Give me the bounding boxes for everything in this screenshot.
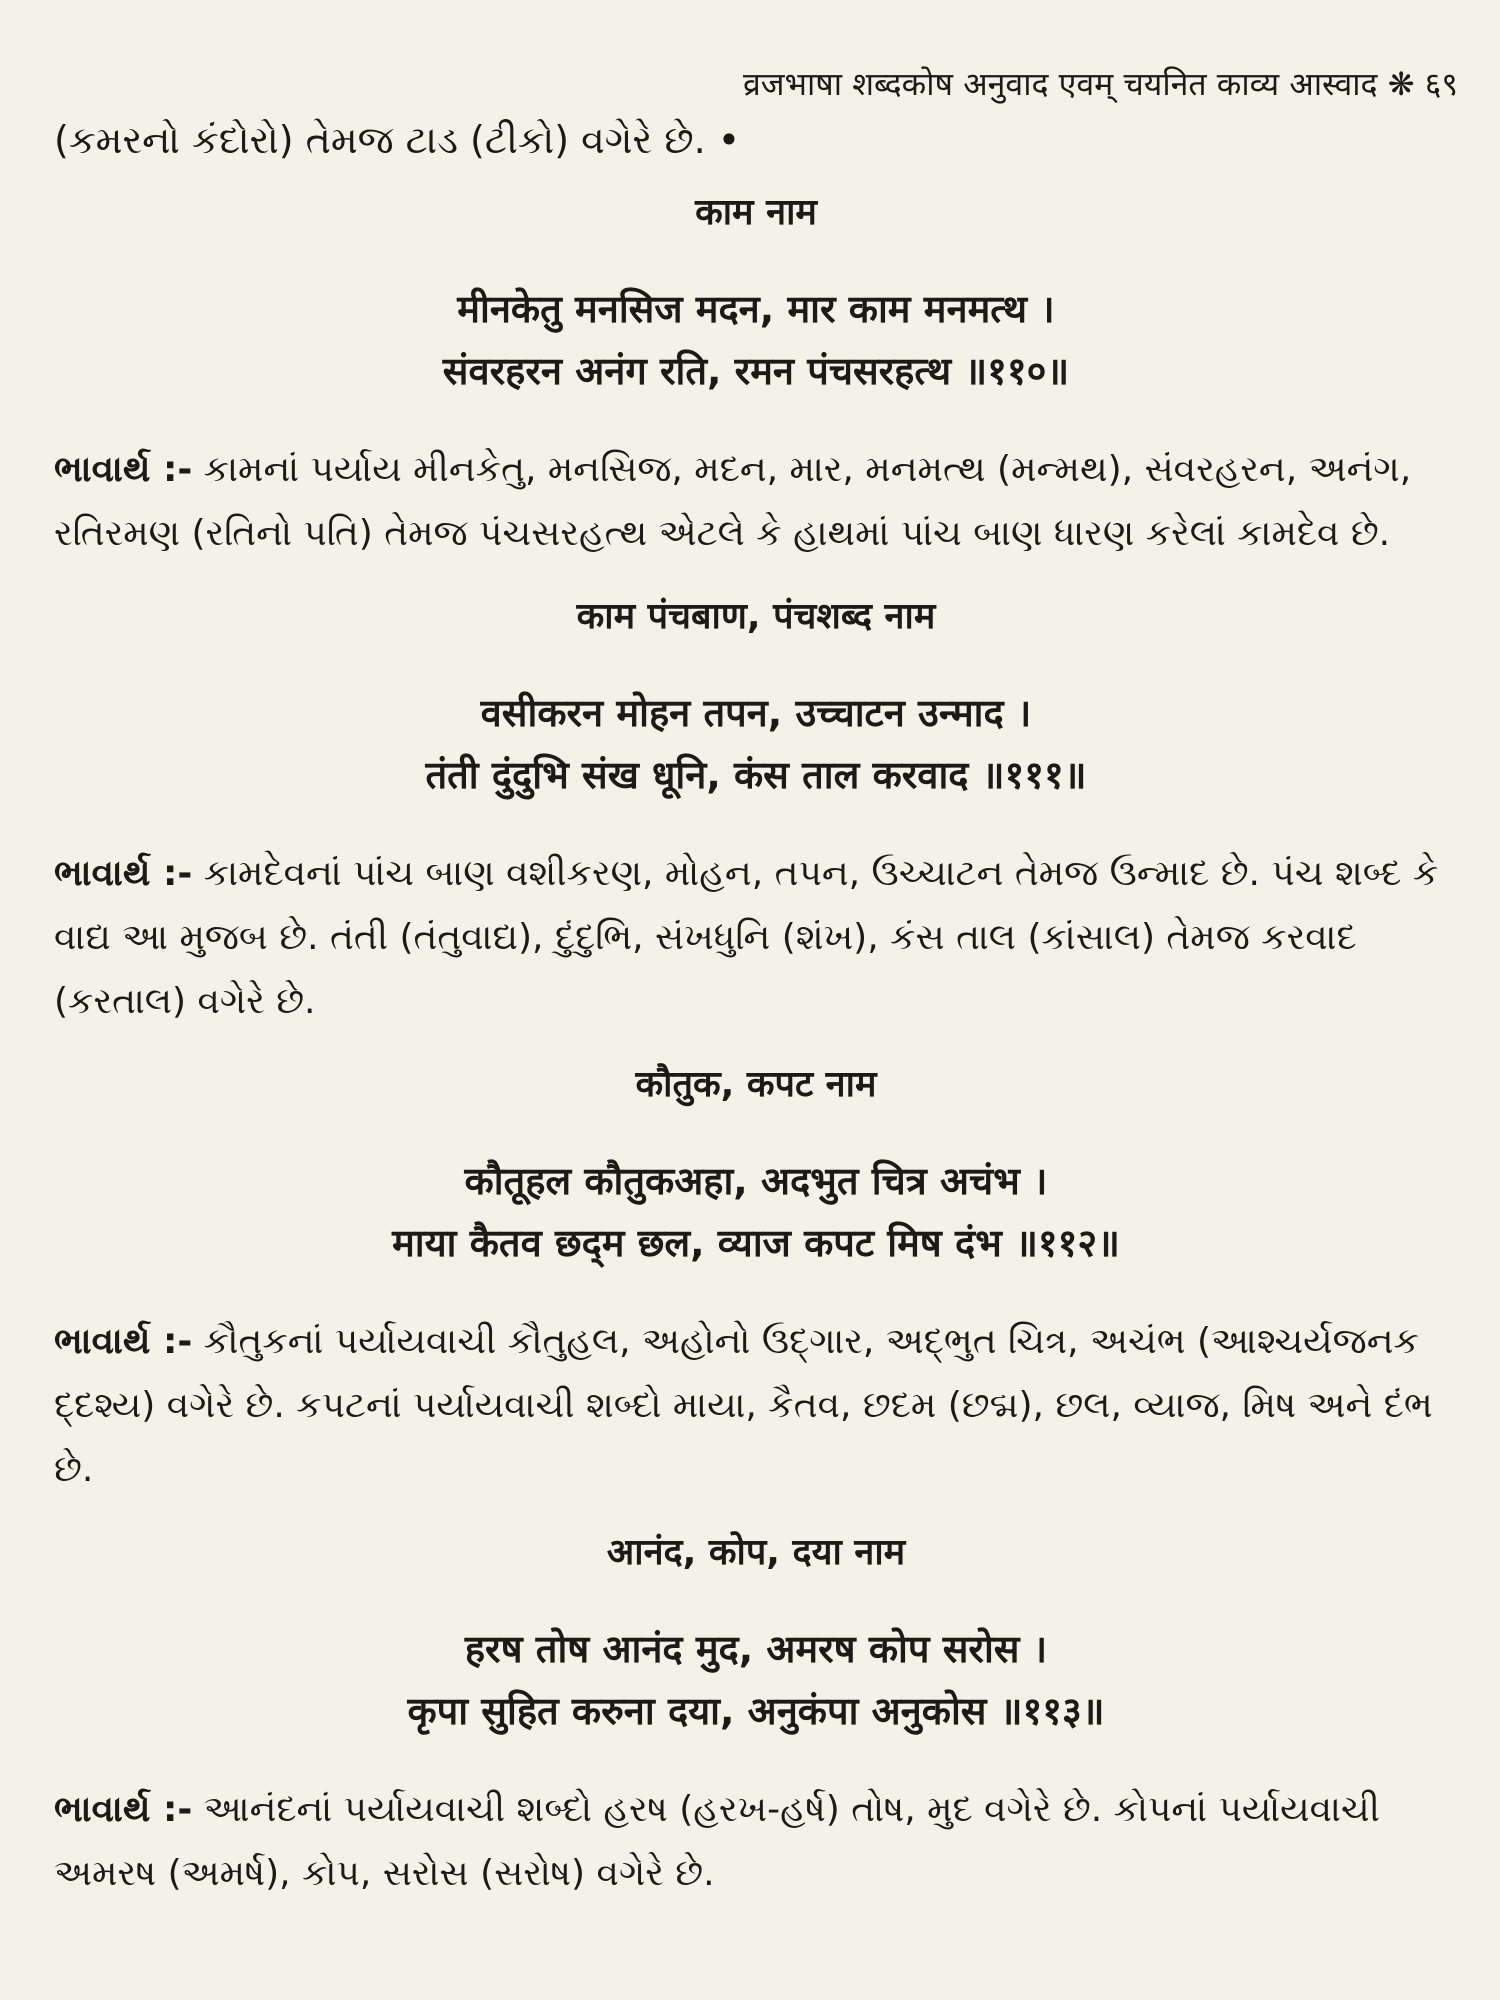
section-kama	[54, 188, 1458, 566]
verse-line: मीनकेतु मनसिज मदन, मार काम मनमत्थ ।	[457, 287, 1055, 331]
meaning-paragraph	[54, 438, 1458, 566]
meaning-text: કૌતુકનાં પર્યાયવાચી કૌતુહલ, અહોનો ઉદ્‌ગાર, અદ્‌ભુત ચિત્ર, અચંભ (આશ્ચર્યજનક દ્દશ્ય) વગેરે છે. કપટનાં પર્યાયવાચી શબ્દો માયા, કૈતવ, છદમ (છદ્મ), છલ, વ્યાજ, મિષ અને દંભ છે.	[54, 1321, 1433, 1490]
meaning-text: કામદેવનાં પાંચ બાણ વશીકરણ, મોહન, તપન, ઉચ્ચાટન તેમજ ઉન્માદ છે. પંચ શબ્દ કે વાદ્ય આ મુજબ છે. તંતી (તંતુવાદ્ય), દુંદુભિ, સંખધુનિ (શંખ), કંસ તાલ (કાંસાલ) તેમજ કરવાદ (કરતાલ) વગેરે છે.	[54, 853, 1439, 1022]
verse-line: तंती दुंदुभि संख धूनि, कंस ताल करवाद ॥१११॥	[425, 753, 1087, 797]
meaning-paragraph	[54, 1778, 1458, 1906]
verse-112	[54, 1150, 1458, 1274]
section-heading: काम पंचबाण, पंचशब्द नाम	[576, 596, 936, 637]
meaning-label: ભાવાર્થ :-	[54, 1789, 193, 1830]
meaning-text: આનંદનાં પર્યાયવાચી શબ્દો હરષ (હરખ-હર્ષ) તોષ, મુદ વગેરે છે. કોપનાં પર્યાયવાચી અમરષ (અમર્ષ), કોપ, સરોસ (સરોષ) વગેરે છે.	[54, 1789, 1380, 1894]
meaning-label: ભાવાર્થ :-	[54, 853, 193, 894]
section-heading: आनंद, कोप, दया नाम	[606, 1532, 906, 1573]
section-anand	[54, 1528, 1458, 1906]
verse-line: संवरहरन अनंग रति, रमन पंचसरहत्थ ॥११०॥	[442, 349, 1070, 393]
verse-111	[54, 682, 1458, 806]
section-heading: कौतुक, कपट नाम	[635, 1064, 877, 1105]
section-panchban	[54, 592, 1458, 1034]
meaning-paragraph	[54, 1310, 1458, 1502]
section-heading: काम नाम	[695, 192, 817, 233]
verse-line: माया कैतव छद्‌म छल, व्याज कपट मिष दंभ ॥११२॥	[392, 1221, 1120, 1265]
meaning-label: ભાવાર્થ :-	[54, 1321, 193, 1362]
verse-line: वसीकरन मोहन तपन, उच्चाटन उन्माद ।	[480, 691, 1032, 735]
verse-line: कृपा सुहित करुना दया, अनुकंपा अनुकोस ॥११३॥	[407, 1689, 1105, 1733]
running-head: व्रजभाषा शब्दकोष अनुवाद एवम् चयनित काव्य आस्वाद ❋ ६९	[742, 65, 1458, 103]
continuation-line: (કમરનો કંદોરો) તેમજ ટાડ (ટીકો) વગેરે છે. •	[54, 118, 741, 162]
meaning-text: કામનાં પર્યાય મીનકેતુ, મનસિજ, મદન, માર, મનમત્થ (મન્મથ), સંવરહરન, અનંગ, રતિરમણ (રતિનો પતિ) તેમજ પંચસરહત્થ એટલે કે હાથમાં પાંચ બાણ ધારણ કરેલાં કામદેવ છે.	[54, 449, 1412, 554]
meaning-paragraph	[54, 842, 1458, 1034]
meaning-label: ભાવાર્થ :-	[54, 449, 193, 490]
verse-line: हरष तोष आनंद मुद, अमरष कोप सरोस ।	[464, 1627, 1048, 1671]
verse-110	[54, 278, 1458, 402]
section-kautuk	[54, 1060, 1458, 1502]
verse-113	[54, 1618, 1458, 1742]
verse-line: कौतूहल कौतुकअहा, अदभुत चित्र अचंभ ।	[464, 1159, 1048, 1203]
